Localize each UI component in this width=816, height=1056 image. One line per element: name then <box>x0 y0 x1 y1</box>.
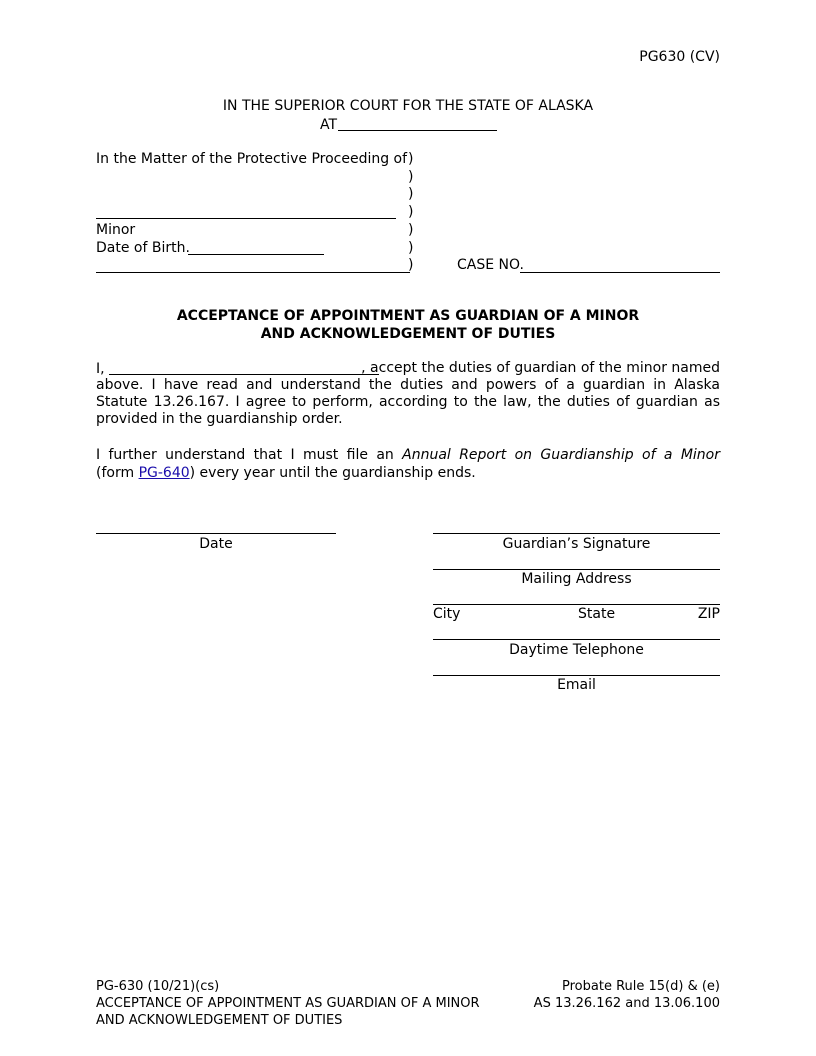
court-at-label: AT <box>320 117 338 133</box>
dob-field[interactable] <box>188 238 324 255</box>
zip-label: ZIP <box>697 606 720 622</box>
footer-rule-line1: Probate Rule 15(d) & (e) <box>562 979 720 994</box>
email-label: Email <box>557 677 596 693</box>
p1-rest-line1: , accept the duties of guardian of the minor named <box>361 360 720 376</box>
minor-name-field[interactable] <box>96 202 396 219</box>
caption-bottom-line <box>96 256 410 273</box>
footer-title-line1: ACCEPTANCE OF APPOINTMENT AS GUARDIAN OF A MINOR <box>96 996 480 1011</box>
p2-end: ) every year until the guardianship ends. <box>189 465 476 481</box>
guardian-name-field[interactable] <box>109 360 379 375</box>
dob-label: Date of Birth. <box>96 240 190 256</box>
date-signature-line[interactable] <box>96 519 336 534</box>
p2-mid: (form <box>96 465 135 481</box>
caption-paren: ) <box>408 257 414 273</box>
paragraph-2 <box>96 447 720 464</box>
caption-paren: ) <box>408 151 414 167</box>
form-code: PG630 (CV) <box>639 49 720 65</box>
court-title: IN THE SUPERIOR COURT FOR THE STATE OF ALASKA <box>222 98 594 114</box>
caption-paren: ) <box>408 204 414 220</box>
document-title-line2: AND ACKNOWLEDGEMENT OF DUTIES <box>260 326 556 342</box>
document-title-line1: ACCEPTANCE OF APPOINTMENT AS GUARDIAN OF A MINOR <box>176 308 640 324</box>
date-label: Date <box>199 536 233 552</box>
daytime-telephone-label: Daytime Telephone <box>509 642 644 658</box>
case-no-label: CASE NO. <box>457 257 524 273</box>
mailing-address-label: Mailing Address <box>521 571 632 587</box>
caption-paren: ) <box>408 222 414 238</box>
pg-640-link[interactable]: PG-640 <box>138 465 190 481</box>
caption-paren: ) <box>408 186 414 202</box>
guardian-signature-line[interactable] <box>433 519 720 534</box>
city-state-zip-line[interactable] <box>433 590 720 605</box>
p1-start: I, <box>96 361 105 377</box>
mailing-address-line[interactable] <box>433 555 720 570</box>
annual-report-title: Annual Report on Guardianship of a Minor <box>402 447 720 463</box>
city-label: City <box>433 606 461 622</box>
email-line[interactable] <box>433 661 720 676</box>
footer-title-line2: AND ACKNOWLEDGEMENT OF DUTIES <box>96 1013 343 1028</box>
state-label: State <box>578 606 616 622</box>
p2-start: I further understand that I must file an <box>96 447 394 463</box>
caption-paren: ) <box>408 169 414 185</box>
minor-label: Minor <box>96 222 136 238</box>
caption-paren: ) <box>408 240 414 256</box>
footer-rule-line2: AS 13.26.162 and 13.06.100 <box>533 996 720 1011</box>
footer-form-revision: PG-630 (10/21)(cs) <box>96 979 220 994</box>
paragraph-1-body: above. I have read and understand the duties and powers of a guardian in Alaska Statute 13.26.167. I agree to perform, according to the law, the duties of guardian as provided in the guardianship order. <box>96 377 720 427</box>
matter-label: In the Matter of the Protective Proceeding of <box>96 151 408 167</box>
daytime-telephone-line[interactable] <box>433 625 720 640</box>
case-no-field[interactable] <box>520 256 720 273</box>
court-location-field[interactable] <box>338 114 497 131</box>
paragraph-2-line2 <box>96 465 476 482</box>
paragraph-1-line1 <box>96 360 720 378</box>
guardian-signature-label: Guardian’s Signature <box>502 536 651 552</box>
